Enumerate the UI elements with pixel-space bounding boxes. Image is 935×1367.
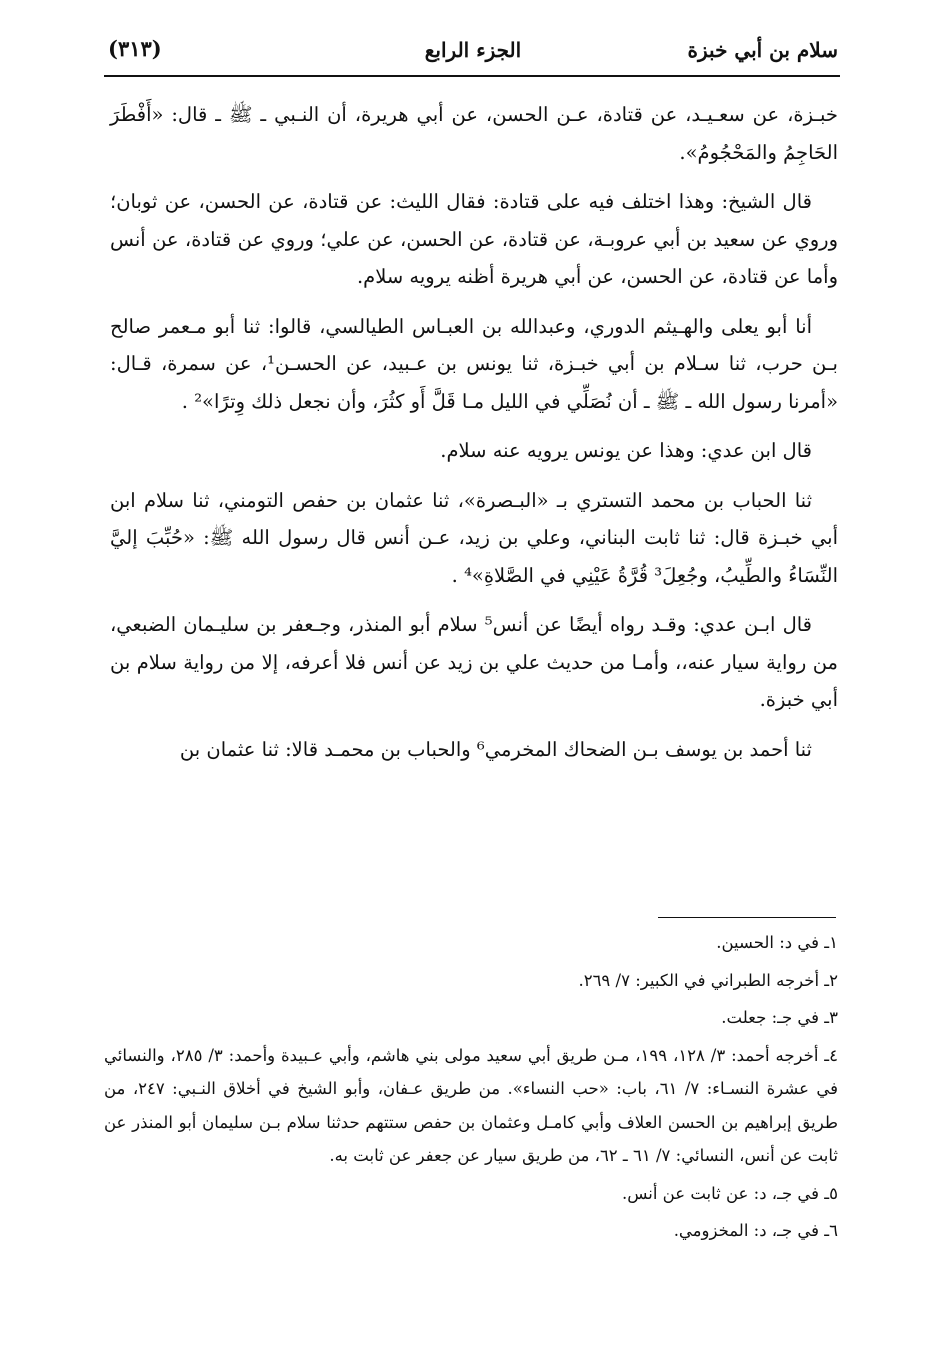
header-chapter-title: سلام بن أبي خبزة <box>687 38 838 62</box>
paragraph: قال ابن عدي: وهذا عن يونس يرويه عنه سلام. <box>440 439 812 462</box>
paragraph: خبـزة، عن سعـيـد، عن قتادة، عـن الحسن، عن أبي هريرة، أن النـبي ـ ﷺ ـ قال: «أَفْطَرَ الحَاجِمُ والمَحْجُومُ». <box>110 103 838 164</box>
footnote: ٢ـ أخرجه الطبراني في الكبير: ٧/ ٢٦٩. <box>578 970 838 990</box>
header-divider <box>104 75 840 77</box>
footnotes <box>104 926 838 1252</box>
paragraph: قال الشيخ: وهذا اختلف فيه على قتادة: فقال الليث: عن قتادة، عن الحسن، عن ثوبان؛ وروي عن سعيد بن أبي عروبـة، عن قتادة، عن الحسن، عن علي؛ وروي عن قتادة، عن أنس وأما عن قتادة، عن الحسن، عن أبي هريرة أظنه يرويه سلام. <box>110 190 838 288</box>
paragraph: أنا أبو يعلى والهـيثم الدوري، وعبدالله بن العبـاس الطيالسي، قالوا: ثنا أبو مـعمر صالح بـن حرب، ثنا سـلام بن أبي خبـزة، ثنا يونس بن عـبيد، عن الحسـن¹، عن سمرة، قـال: «أمرنا رسول الله ـ ﷺ ـ أن نُصَلِّي في الليل مـا قَلَّ أَو كثُرَ، وأن نجعل ذلك وِترًا»² . <box>110 314 838 413</box>
paragraph: قال ابـن عدي: وقـد رواه أيضًا عن أنس⁵ سلام أبو المنذر، وجـعفر بن سليـمان الضبعي، من رواية سيار عنه،، وأمـا من حديث علي بن زيد عن أنس فلا أعرفه، إلا من رواية سلام بن أبي خبزة. <box>110 613 838 711</box>
footnote: ٤ـ أخرجه أحمد: ٣/ ١٢٨، ١٩٩، مـن طريق أبي سعيد مولى بني هاشم، وأبي عـبيدة وأحمد: ٣/ ٢٨٥، والنسائي في عشرة النسـاء: ٧/ ٦١، باب: «حب النساء». من طريق عـفان، وأبو الشيخ في أخلاق النـبي: ٢٤٧، من طريق إبراهيم بن الحسن العلاف وأبي كامـل وعثمان بن حفص ستتهم حدثنا سلام بـن سليمان أبو المنذر عن ثابت عن أنس، النسائي: ٧/ ٦١ ـ ٦٢، من طريق سيار عن جعفر عن ثابت به. <box>104 1045 839 1165</box>
footnote: ٣ـ في جـ: جعلت. <box>721 1008 838 1027</box>
paragraph: ثنا أحمد بن يوسف بـن الضحاك المخرمي⁶ والحباب بن محمـد قالا: ثنا عثمان بن <box>179 737 812 761</box>
running-header <box>108 28 838 72</box>
footnote: ٦ـ في جـ، د: المخزومي. <box>673 1221 838 1240</box>
header-volume-title: الجزء الرابع <box>424 38 522 62</box>
footnote-divider <box>658 917 836 918</box>
paragraph: ثنا الحباب بن محمد التستري بـ «البـصرة»، ثنا عثمان بن حفص التومني، ثنا سلام ابن أبي خبـزة قال: ثنا ثابت البناني، وعلي بن زيد، عـن أنس قال رسول الله ﷺ: «حُبِّبَ إليَّ النِّسَاءُ والطِّيبُ، وجُعِلَ³ قُرَّةُ عَيْنِي في الصَّلاةِ»⁴ . <box>110 488 838 587</box>
main-text <box>110 96 838 780</box>
footnote: ١ـ في د: الحسين. <box>716 933 838 952</box>
footnote: ٥ـ في جـ، د: عن ثابت عن أنس. <box>621 1183 838 1203</box>
page-number: (٣١٣) <box>108 36 162 61</box>
